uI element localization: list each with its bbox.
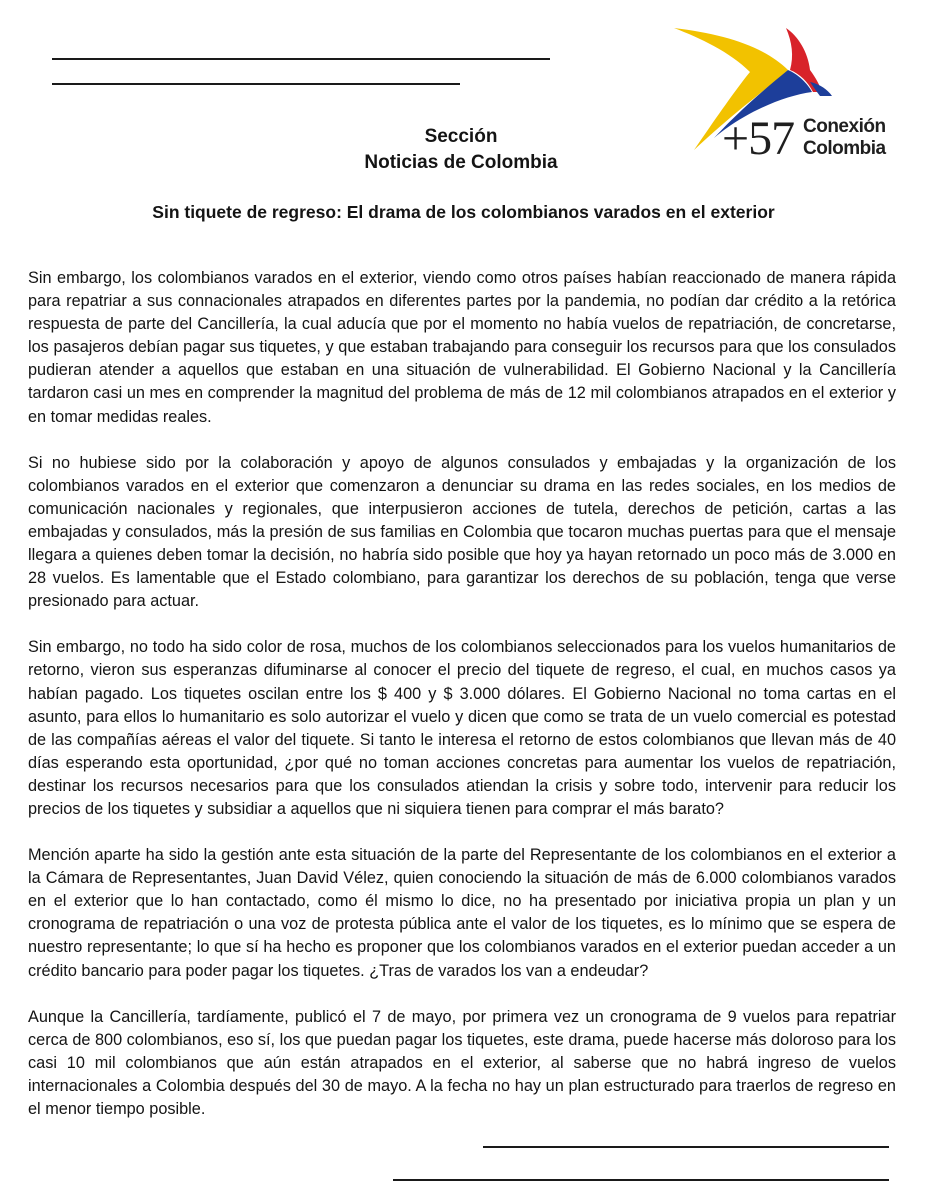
paragraph-4: Mención aparte ha sido la gestión ante esta situación de la parte del Representante de los colombianos en el exterior a la Cámara de Representantes, Juan David Vélez, quien conociendo la situación de más de 6.000 colombianos varados en el exterior que lo han contactado, como él mismo lo dice, no ha presentado por iniciativa propia un plan y un cronograma de repatriación o una voz de protesta pública ante el valor de los tiquetes, es lo mínimo que se espera de nuestro representante; lo que sí ha hecho es proponer que los colombianos varados en el exterior puedan acceder a un crédito bancario para poder pagar los tiquetes. ¿Tras de varados los van a endeudar? [28, 846, 896, 980]
conexion-colombia-logo [670, 22, 900, 172]
bottom-rule-1 [483, 1146, 889, 1148]
logo-word-colombia: Colombia [803, 138, 886, 159]
paragraph-2: Si no hubiese sido por la colaboración y apoyo de algunos consulados y embajadas y la organización de los colombianos varados en el exterior que comenzaron a denunciar su drama en las redes sociales, en los medios de comunicación nacionales y regionales, que interpusieron acciones de tutela, derechos de petición, cartas a las embajadas y consulados, más la presión de sus familias en Colombia que tocaron muchas puertas para que el mensaje llegara a quienes deben tomar la decisión, no habría sido posible que hoy ya hayan retornado un poco más de 3.000 en 28 vuelos. Es lamentable que el Estado colombiano, para garantizar los derechos de su población, tenga que verse presionado para actuar. [28, 453, 896, 611]
paragraph-1: Sin embargo, los colombianos varados en el exterior, viendo como otros países habían reaccionado de manera rápida para repatriar a sus connacionales atrapados en diferentes partes por la pandemia, no podían dar crédito a la retórica respuesta de parte del Cancillería, la cual aducía que por el momento no había vuelos de repatriación, de concretarse, los pasajeros debían pagar sus tiquetes, y que estaban trabajando para conseguir los recursos para que los consulados pudieran atender a aquellos que estaban en una situación de vulnerabilidad. El Gobierno Nacional y la Cancillería tardaron casi un mes en comprender la magnitud del problema de más de 12 mil colombianos atrapados en el exterior y en tomar medidas reales. [28, 269, 896, 426]
logo-word-conexion: Conexión [803, 116, 886, 137]
top-rule-2 [52, 83, 460, 85]
bottom-rule-2 [393, 1179, 889, 1181]
article-headline: Sin tiquete de regreso: El drama de los colombianos varados en el exterior [152, 202, 775, 222]
top-rule-1 [52, 58, 550, 60]
section-label: Sección [424, 126, 498, 147]
article-body [28, 267, 896, 1144]
paragraph-3: Sin embargo, no todo ha sido color de rosa, muchos de los colombianos seleccionados para los vuelos humanitarios de retorno, vieron sus esperanzas difuminarse al conocer el precio del tiquete de regreso, el cual, en muchos casos ya habían pagado. Los tiquetes oscilan entre los $ 400 y $ 3.000 dólares. El Gobierno Nacional no toma cartas en el asunto, para ellos lo humanitario es solo autorizar el vuelo y dicen que como se trata de un vuelo comercial es potestad de las compañías aéreas el valor del tiquete. Si tanto le interesa el retorno de estos colombianos que llevan más de 40 días esperando esta oportunidad, ¿por qué no toman acciones concretas para aumentar los vuelos de repatriación, destinar los recursos necesarios para que los consulados atiendan la crisis y sobre todo, intervenir para reducir los precios de los tiquetes y subsidiar a aquellos que ni siquiera tienen para comprar el más barato? [28, 638, 896, 818]
logo-number: +57 [722, 112, 795, 165]
section-name: Noticias de Colombia [364, 152, 558, 173]
paragraph-5: Aunque la Cancillería, tardíamente, publicó el 7 de mayo, por primera vez un cronograma de 9 vuelos para repatriar cerca de 800 colombianos, eso sí, los que puedan pagar los tiquetes, este drama, puede hacerse más doloroso para los casi 10 mil colombianos que aún están atrapados en el exterior, al saberse que no habrá ingreso de vuelos internacionales a Colombia después del 30 de mayo. A la fecha no hay un plan estructurado para traerlos de regreso en el menor tiempo posible. [28, 1007, 896, 1118]
